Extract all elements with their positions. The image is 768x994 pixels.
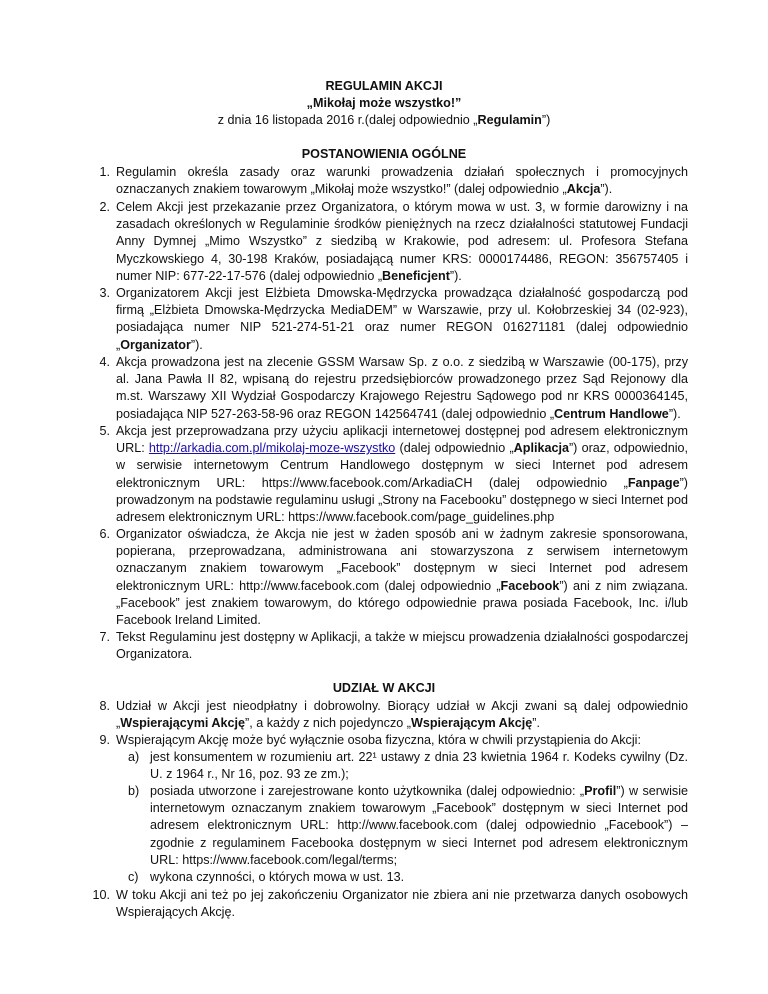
sub-item: posiada utworzone i zarejestrowane konto użytkownika (dalej odpowiednio: „Profil”) w serwisie internetowym oznaczanym znakiem towarowym „Facebook” dostępnym w sieci Internet pod adresem elektronicznym URL: http://www.facebook.com (dalej odpowiednio „Facebook”) – zgodnie z regulaminem Facebooka dostępnym w sieci Internet pod adresem elektronicznym URL: https://www.facebook.com/legal/terms; [150,784,688,867]
document-date: z dnia 16 listopada 2016 r.(dalej odpowiednio „Regulamin”) [217,113,551,127]
document-subtitle: „Mikołaj może wszystko!” [306,96,462,110]
item-number: 10. [92,888,110,902]
document-title: REGULAMIN AKCJI [325,79,443,93]
sub-item: wykona czynności, o których mowa w ust. 13. [150,870,405,884]
item-number: 9. [99,733,110,747]
list-item: Organizatorem Akcji jest Elżbieta Dmowska-Mędrzycka prowadząca działalność gospodarczą pod firmą „Elżbieta Dmowska-Mędrzycka MediaDEM” w Warszawie, przy ul. Kołobrzeskiej 34 (02-923), posiadająca numer NIP 521-274-51-21 oraz numer REGON 016271181 (dalej odpowiednio „Organizator”). [116,286,688,352]
list-item: Regulamin określa zasady oraz warunki prowadzenia działań społecznych i promocyjnych oznaczanych znakiem towarowym „Mikołaj może wszystko!” (dalej odpowiednio „Akcja”). [116,165,688,197]
list-item: Celem Akcji jest przekazanie przez Organizatora, o którym mowa w ust. 3, w formie darowizny i na zasadach określonych w Regulaminie środków pieniężnych na rzecz działalności statutowej Fundacji Anny Dymnej „Mimo Wszystko” z siedzibą w Krakowie, pod adresem: ul. Profesora Stefana Myczkowskiego 4, 30-198 Kraków, posiadającą numer KRS: 0000174486, REGON: 356757405 i numer NIP: 677-22-17-576 (dalej odpowiednio „Beneficjent”). [116,200,688,283]
sub-item: jest konsumentem w rozumieniu art. 22¹ ustawy z dnia 23 kwietnia 1964 r. Kodeks cywilny (Dz. U. z 1964 r., Nr 16, poz. 93 ze zm.); [150,750,688,782]
item-number: 4. [99,355,110,369]
section-heading-general: POSTANOWIENIA OGÓLNE [301,147,467,161]
item-number: 2. [99,200,110,214]
list-item: Tekst Regulaminu jest dostępny w Aplikacji, a także w miejscu prowadzenia działalności gospodarczej Organizatora. [116,630,688,662]
sub-item-letter: c) [128,870,139,884]
document-header [0,78,768,129]
list-item: W toku Akcji ani też po jej zakończeniu Organizator nie zbiera ani nie przetwarza danych osobowych Wspierających Akcję. [116,888,688,920]
section-heading-participation: UDZIAŁ W AKCJI [332,681,436,695]
list-item: Wspierającym Akcję może być wyłącznie osoba fizyczna, która w chwili przystąpienia do Akcji: [116,733,641,747]
sub-item-letter: b) [128,784,140,798]
item-number: 3. [99,286,110,300]
item-number: 6. [99,527,110,541]
sub-item-letter: a) [128,750,140,764]
item-number: 5. [99,424,110,438]
list-item: Akcja prowadzona jest na zlecenie GSSM Warsaw Sp. z o.o. z siedzibą w Warszawie (00-175), przy al. Jana Pawła II 82, wpisaną do rejestru przedsiębiorców prowadzonego przez Sąd Rejonowy dla m.st. Warszawy XII Wydział Gospodarczy Krajowego Rejestru Sądowego pod nr KRS 0000364145, posiadająca NIP 527-263-58-96 oraz REGON 142564741 (dalej odpowiednio „Centrum Handlowe”). [116,355,688,421]
list-item: Akcja jest przeprowadzana przy użyciu aplikacji internetowej dostępnej pod adresem elektronicznym URL: http://arkadia.com.pl/mikolaj-moze-wszystko (dalej odpowiednio „Aplikacja”) oraz, odpowiednio, w serwisie internetowym Centrum Handlowego dostępnym w sieci Internet pod adresem elektronicznym URL: https://www.facebook.com/ArkadiaCH (dalej odpowiednio „Fanpage”) prowadzonym na podstawie regulaminu usługi „Strony na Facebooku” dostępnego w sieci Internet pod adresem elektronicznym URL: https://www.facebook.com/page_guidelines.php [116,424,689,525]
application-link[interactable]: http://arkadia.com.pl/mikolaj-moze-wszystko [148,441,396,456]
list-item: Organizator oświadcza, że Akcja nie jest w żaden sposób ani w żadnym zakresie sponsorowana, popierana, przeprowadzana, administrowana ani stowarzyszona z serwisem internetowym oznaczanym znakiem towarowym „Facebook” dostępnym w sieci Internet pod adresem elektronicznym URL: http://www.facebook.com (dalej odpowiednio „Facebook”) ani z nim związana. „Facebook” jest znakiem towarowym, do którego odpowiednie prawa posiada Facebook, Inc. i/lub Facebook Ireland Limited. [116,527,689,628]
list-item: Udział w Akcji jest nieodpłatny i dobrowolny. Biorący udział w Akcji zwani są dalej odpowiednio „Wspierającymi Akcję”, a każdy z nich pojedynczo „Wspierającym Akcję”. [116,699,688,731]
item-number: 8. [99,699,110,713]
item-number: 1. [99,165,110,179]
item-number: 7. [99,630,110,644]
